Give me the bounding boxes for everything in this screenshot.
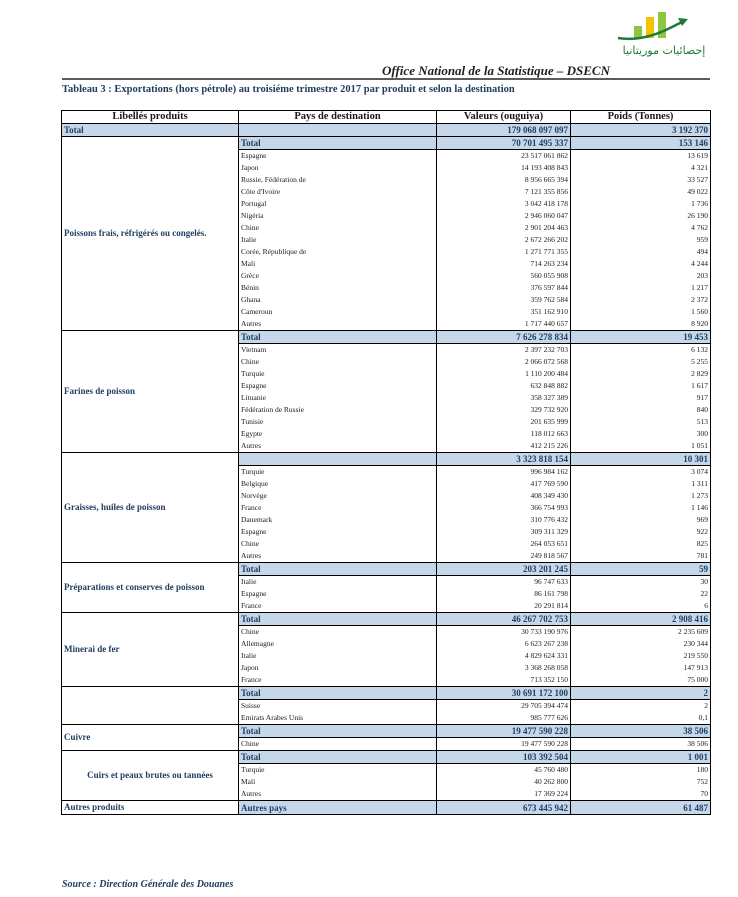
column-header-row [62, 111, 711, 124]
group-total-row [62, 751, 711, 764]
value-cell: 351 162 910 [437, 306, 571, 318]
product-label: Préparations et conserves de poisson [62, 563, 239, 613]
weight-cell: 5 255 [571, 356, 711, 368]
country-cell: France [239, 600, 437, 613]
group-total-value: 7 626 278 834 [437, 331, 571, 344]
weight-cell: 75 000 [571, 674, 711, 687]
weight-cell: 840 [571, 404, 711, 416]
value-cell: 2 901 204 463 [437, 222, 571, 234]
country-cell: Turquie [239, 466, 437, 479]
weight-cell: 8 920 [571, 318, 711, 331]
country-cell: Allemagne [239, 638, 437, 650]
value-cell: 310 776 432 [437, 514, 571, 526]
country-cell: Emirats Arabes Unis [239, 712, 437, 725]
weight-cell: 2 829 [571, 368, 711, 380]
weight-cell: 513 [571, 416, 711, 428]
group-total-weight: 38 506 [571, 725, 711, 738]
country-cell: Espagne [239, 588, 437, 600]
value-cell: 201 635 999 [437, 416, 571, 428]
group-total-row [62, 563, 711, 576]
grand-total-value: 179 068 097 097 [437, 124, 571, 137]
group-total-row [62, 331, 711, 344]
product-label: Autres produits [62, 801, 239, 815]
value-cell: 2 066 072 568 [437, 356, 571, 368]
column-header-product: Libellés produits [62, 111, 239, 124]
group-total-label: Total [239, 137, 437, 150]
country-cell: Norvège [239, 490, 437, 502]
country-cell: Autres [239, 318, 437, 331]
exports-table [61, 110, 711, 815]
organization-name: Office National de la Statistique – DSECN [382, 63, 610, 78]
country-cell: Fédération de Russie [239, 404, 437, 416]
value-cell: 408 349 430 [437, 490, 571, 502]
weight-cell: 494 [571, 246, 711, 258]
country-cell: Mali [239, 258, 437, 270]
country-cell: Suisse [239, 700, 437, 713]
value-cell: 2 672 266 202 [437, 234, 571, 246]
value-cell: 45 760 480 [437, 764, 571, 777]
column-header-country: Pays de destination [239, 111, 437, 124]
weight-cell: 1 736 [571, 198, 711, 210]
source-note: Source : Direction Générale des Douanes [62, 879, 234, 890]
group-total-value: 70 701 495 337 [437, 137, 571, 150]
country-cell: Turquie [239, 764, 437, 777]
value-cell: 714 263 234 [437, 258, 571, 270]
logo-bar-1 [634, 26, 642, 38]
header-rule [62, 78, 710, 80]
product-label: Farines de poisson [62, 331, 239, 453]
weight-cell: 33 527 [571, 174, 711, 186]
group-total-label: Total [239, 725, 437, 738]
value-cell: 366 754 993 [437, 502, 571, 514]
group-total-row [62, 137, 711, 150]
value-cell: 19 477 590 228 [437, 738, 571, 751]
group-total-weight: 153 146 [571, 137, 711, 150]
country-cell: Egypte [239, 428, 437, 440]
country-cell: Mali [239, 776, 437, 788]
country-cell: Cameroun [239, 306, 437, 318]
group-total-row [62, 613, 711, 626]
logo-text: إحصائيات موريتانيا [622, 44, 706, 57]
group-total-row [62, 725, 711, 738]
country-cell: Italie [239, 576, 437, 589]
weight-cell: 959 [571, 234, 711, 246]
product-label: Cuirs et peaux brutes ou tannées [62, 751, 239, 801]
country-cell: Côte d'Ivoire [239, 186, 437, 198]
product-label: Cuivre [62, 725, 239, 751]
weight-cell: 26 190 [571, 210, 711, 222]
product-label: Minerai de fer [62, 613, 239, 687]
weight-cell: 1 146 [571, 502, 711, 514]
table-body [62, 124, 711, 815]
weight-cell: 49 022 [571, 186, 711, 198]
weight-cell: 969 [571, 514, 711, 526]
value-cell: 3 042 418 178 [437, 198, 571, 210]
country-cell: France [239, 502, 437, 514]
group-total-value: 3 323 818 154 [437, 453, 571, 466]
weight-cell: 1 273 [571, 490, 711, 502]
value-cell: 3 368 268 058 [437, 662, 571, 674]
country-cell: Belgique [239, 478, 437, 490]
group-total-value: 19 477 590 228 [437, 725, 571, 738]
value-cell: 560 055 908 [437, 270, 571, 282]
weight-cell: 752 [571, 776, 711, 788]
weight-cell: 13 619 [571, 150, 711, 163]
value-cell: 309 311 329 [437, 526, 571, 538]
group-total-label: Total [239, 751, 437, 764]
country-cell: Japon [239, 162, 437, 174]
country-cell: Chine [239, 222, 437, 234]
weight-cell: 1 051 [571, 440, 711, 453]
weight-cell: 1 617 [571, 380, 711, 392]
group-total-label: Total [239, 613, 437, 626]
country-cell: Espagne [239, 526, 437, 538]
weight-cell: 147 913 [571, 662, 711, 674]
group-total-weight: 59 [571, 563, 711, 576]
value-cell: 40 262 800 [437, 776, 571, 788]
value-cell: 264 053 651 [437, 538, 571, 550]
weight-cell: 219 550 [571, 650, 711, 662]
group-total-value: 30 691 172 100 [437, 687, 571, 700]
grand-total-country [239, 124, 437, 137]
value-cell: 376 597 844 [437, 282, 571, 294]
weight-cell: 1 311 [571, 478, 711, 490]
weight-cell: 61 487 [571, 801, 711, 815]
weight-cell: 70 [571, 788, 711, 801]
value-cell: 30 733 190 976 [437, 626, 571, 639]
value-cell: 417 769 590 [437, 478, 571, 490]
value-cell: 2 946 060 047 [437, 210, 571, 222]
country-cell: Portugal [239, 198, 437, 210]
value-cell: 632 848 882 [437, 380, 571, 392]
group-total-row [62, 453, 711, 466]
group-total-label: Total [239, 563, 437, 576]
value-cell: 17 369 224 [437, 788, 571, 801]
country-cell: Autres pays [239, 801, 437, 815]
value-cell: 96 747 633 [437, 576, 571, 589]
value-cell: 1 717 440 657 [437, 318, 571, 331]
weight-cell: 6 [571, 600, 711, 613]
country-cell: Espagne [239, 150, 437, 163]
group-total-weight: 2 908 416 [571, 613, 711, 626]
weight-cell: 6 132 [571, 344, 711, 357]
value-cell: 7 121 355 856 [437, 186, 571, 198]
weight-cell: 3 074 [571, 466, 711, 479]
group-total-label: Total [239, 687, 437, 700]
weight-cell: 230 344 [571, 638, 711, 650]
value-cell: 6 623 267 238 [437, 638, 571, 650]
table-title: Tableau 3 : Exportations (hors pétrole) au troisiéme trimestre 2017 par produit et selon la destination [62, 84, 515, 95]
value-cell: 329 732 920 [437, 404, 571, 416]
weight-cell: 781 [571, 550, 711, 563]
value-cell: 985 777 626 [437, 712, 571, 725]
weight-cell: 300 [571, 428, 711, 440]
weight-cell: 917 [571, 392, 711, 404]
grand-total-weight: 3 192 370 [571, 124, 711, 137]
autres-produits-row [62, 801, 711, 815]
value-cell: 118 012 663 [437, 428, 571, 440]
country-cell: Autres [239, 788, 437, 801]
weight-cell: 1 217 [571, 282, 711, 294]
country-cell: Danemark [239, 514, 437, 526]
country-cell: Vietnam [239, 344, 437, 357]
group-total-weight: 2 [571, 687, 711, 700]
weight-cell: 38 506 [571, 738, 711, 751]
value-cell: 673 445 942 [437, 801, 571, 815]
weight-cell: 4 321 [571, 162, 711, 174]
country-cell: Espagne [239, 380, 437, 392]
country-cell: Russie, Fédération de [239, 174, 437, 186]
value-cell: 996 984 162 [437, 466, 571, 479]
value-cell: 20 291 814 [437, 600, 571, 613]
group-total-weight: 10 301 [571, 453, 711, 466]
country-cell: Nigéria [239, 210, 437, 222]
weight-cell: 1 560 [571, 306, 711, 318]
weight-cell: 4 762 [571, 222, 711, 234]
country-cell: Autres [239, 440, 437, 453]
weight-cell: 22 [571, 588, 711, 600]
country-cell: Lituanie [239, 392, 437, 404]
country-cell: Autres [239, 550, 437, 563]
country-cell: Corée, République de [239, 246, 437, 258]
country-cell: Ghana [239, 294, 437, 306]
country-cell: Italie [239, 234, 437, 246]
country-cell: Turquie [239, 368, 437, 380]
grand-total-label: Total [62, 124, 239, 137]
product-label: Poissons frais, réfrigérés ou congelés. [62, 137, 239, 331]
ons-logo [612, 8, 722, 60]
weight-cell: 30 [571, 576, 711, 589]
group-total-value: 203 201 245 [437, 563, 571, 576]
weight-cell: 2 372 [571, 294, 711, 306]
value-cell: 8 956 665 394 [437, 174, 571, 186]
weight-cell: 2 235 609 [571, 626, 711, 639]
weight-cell: 922 [571, 526, 711, 538]
product-label: Graisses, huiles de poisson [62, 453, 239, 563]
group-total-value: 103 392 504 [437, 751, 571, 764]
value-cell: 14 193 408 843 [437, 162, 571, 174]
value-cell: 23 517 061 862 [437, 150, 571, 163]
value-cell: 2 397 232 703 [437, 344, 571, 357]
grand-total-row [62, 124, 711, 137]
value-cell: 1 110 200 484 [437, 368, 571, 380]
weight-cell: 203 [571, 270, 711, 282]
group-total-label: Total [239, 331, 437, 344]
group-total-weight: 1 001 [571, 751, 711, 764]
country-cell: Chine [239, 356, 437, 368]
country-cell: Grèce [239, 270, 437, 282]
value-cell: 713 352 150 [437, 674, 571, 687]
weight-cell: 825 [571, 538, 711, 550]
value-cell: 359 762 584 [437, 294, 571, 306]
country-cell: Japon [239, 662, 437, 674]
value-cell: 358 327 389 [437, 392, 571, 404]
country-cell: Chine [239, 738, 437, 751]
country-cell: Bénin [239, 282, 437, 294]
group-total-value: 46 267 702 753 [437, 613, 571, 626]
value-cell: 29 705 394 474 [437, 700, 571, 713]
value-cell: 86 161 798 [437, 588, 571, 600]
weight-cell: 2 [571, 700, 711, 713]
weight-cell: 0,1 [571, 712, 711, 725]
column-header-weight: Poids (Tonnes) [571, 111, 711, 124]
country-cell: France [239, 674, 437, 687]
country-cell: Chine [239, 626, 437, 639]
weight-cell: 180 [571, 764, 711, 777]
product-label [62, 687, 239, 725]
weight-cell: 4 244 [571, 258, 711, 270]
country-cell: Chine [239, 538, 437, 550]
column-header-value: Valeurs (ouguiya) [437, 111, 571, 124]
group-total-weight: 19 453 [571, 331, 711, 344]
group-total-label [239, 453, 437, 466]
value-cell: 412 215 226 [437, 440, 571, 453]
value-cell: 1 271 771 355 [437, 246, 571, 258]
country-cell: Italie [239, 650, 437, 662]
country-cell: Tunisie [239, 416, 437, 428]
value-cell: 249 818 567 [437, 550, 571, 563]
group-total-row [62, 687, 711, 700]
value-cell: 4 829 624 331 [437, 650, 571, 662]
